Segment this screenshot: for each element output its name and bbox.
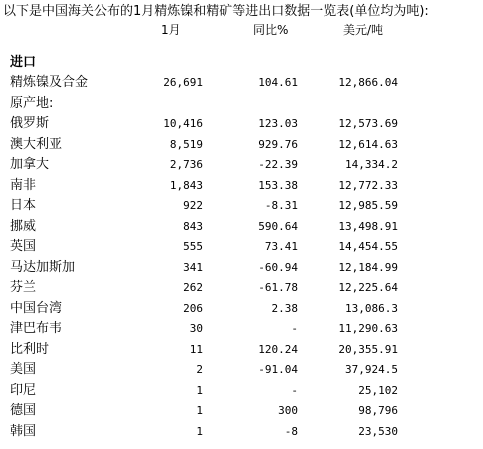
row-yoy-change: -8.31 xyxy=(264,199,298,212)
row-price: 14,454.55 xyxy=(338,240,398,253)
row-yoy-change: 153.38 xyxy=(258,178,298,192)
row-yoy-change: - xyxy=(291,383,298,397)
table-row xyxy=(0,340,483,361)
row-name: 美国 xyxy=(10,362,37,377)
table-row xyxy=(0,299,483,320)
row-name: 韩国 xyxy=(10,423,37,439)
row-name: 比利时 xyxy=(10,341,50,357)
row-name: 芬兰 xyxy=(10,280,37,295)
data-table xyxy=(0,73,483,442)
table-row xyxy=(0,135,483,156)
row-quantity: 8,519 xyxy=(169,137,203,151)
row-name: 南非 xyxy=(10,177,37,193)
table-row xyxy=(0,422,483,443)
row-name: 俄罗斯 xyxy=(10,116,50,131)
row-quantity: 922 xyxy=(183,199,203,212)
row-price: 12,985.59 xyxy=(338,199,398,212)
row-yoy-change: 73.41 xyxy=(264,240,298,253)
row-name: 精炼镍及合金 xyxy=(10,75,89,90)
table-row xyxy=(0,381,483,402)
column-header-month: 1月 xyxy=(161,23,181,37)
row-price: 37,924.5 xyxy=(345,363,398,376)
row-name: 澳大利亚 xyxy=(10,136,63,152)
row-price: 20,355.91 xyxy=(338,342,398,356)
row-price: 12,573.69 xyxy=(338,117,398,130)
column-header-price: 美元/吨 xyxy=(343,23,384,37)
table-row xyxy=(0,278,483,299)
row-yoy-change: 123.03 xyxy=(258,117,298,130)
column-headers xyxy=(0,21,483,39)
table-row xyxy=(0,196,483,217)
column-header-yoy: 同比% xyxy=(253,23,289,37)
row-price: 13,498.91 xyxy=(338,219,398,233)
row-price: 12,614.63 xyxy=(338,137,398,151)
row-yoy-change: 300 xyxy=(278,404,298,417)
table-row xyxy=(0,401,483,422)
row-quantity: 2 xyxy=(196,363,203,376)
row-yoy-change: 120.24 xyxy=(258,342,298,356)
row-price: 98,796 xyxy=(358,404,398,417)
table-row xyxy=(0,114,483,135)
row-yoy-change: 104.61 xyxy=(258,76,298,89)
row-yoy-change: -8 xyxy=(284,424,298,438)
table-row xyxy=(0,258,483,279)
row-quantity: 2,736 xyxy=(169,158,203,171)
row-quantity: 1 xyxy=(196,383,203,397)
row-quantity: 341 xyxy=(183,260,203,274)
row-quantity: 555 xyxy=(183,240,203,253)
row-name: 英国 xyxy=(10,239,37,254)
row-name: 德国 xyxy=(10,403,37,418)
page-title: 以下是中国海关公布的1月精炼镍和精矿等进出口数据一览表(单位均为吨): xyxy=(3,4,429,19)
row-name: 原产地: xyxy=(10,95,54,111)
row-yoy-change: -91.04 xyxy=(258,363,298,376)
row-name: 中国台湾 xyxy=(10,300,63,316)
table-row xyxy=(0,237,483,258)
row-yoy-change: 929.76 xyxy=(258,137,298,151)
row-yoy-change: -60.94 xyxy=(258,260,298,274)
section-label-import: 进口 xyxy=(10,55,37,70)
row-quantity: 26,691 xyxy=(163,76,203,89)
row-quantity: 1 xyxy=(196,404,203,417)
table-row xyxy=(0,360,483,381)
row-price: 13,086.3 xyxy=(345,301,398,315)
row-price: 12,866.04 xyxy=(338,76,398,89)
row-quantity: 1,843 xyxy=(169,178,203,192)
table-row xyxy=(0,155,483,176)
row-quantity: 10,416 xyxy=(163,117,203,130)
row-yoy-change: -61.78 xyxy=(258,281,298,294)
row-quantity: 843 xyxy=(183,219,203,233)
row-quantity: 206 xyxy=(183,301,203,315)
row-price: 23,530 xyxy=(358,424,398,438)
table-row xyxy=(0,73,483,94)
table-row xyxy=(0,319,483,340)
row-yoy-change: - xyxy=(291,322,298,335)
row-price: 14,334.2 xyxy=(345,158,398,171)
row-price: 12,772.33 xyxy=(338,178,398,192)
row-price: 11,290.63 xyxy=(338,322,398,335)
row-name: 印尼 xyxy=(10,382,37,398)
row-quantity: 262 xyxy=(183,281,203,294)
row-quantity: 1 xyxy=(196,424,203,438)
table-row xyxy=(0,217,483,238)
row-price: 25,102 xyxy=(358,383,398,397)
row-price: 12,225.64 xyxy=(338,281,398,294)
row-name: 日本 xyxy=(10,198,37,213)
row-quantity: 30 xyxy=(189,322,203,335)
row-price: 12,184.99 xyxy=(338,260,398,274)
row-name: 津巴布韦 xyxy=(10,321,63,336)
table-row xyxy=(0,176,483,197)
row-quantity: 11 xyxy=(189,342,203,356)
row-yoy-change: 590.64 xyxy=(258,219,298,233)
row-name: 加拿大 xyxy=(10,157,50,172)
row-name: 挪威 xyxy=(10,218,37,234)
row-yoy-change: -22.39 xyxy=(258,158,298,171)
row-yoy-change: 2.38 xyxy=(271,301,298,315)
table-row xyxy=(0,94,483,115)
row-name: 马达加斯加 xyxy=(10,259,76,275)
